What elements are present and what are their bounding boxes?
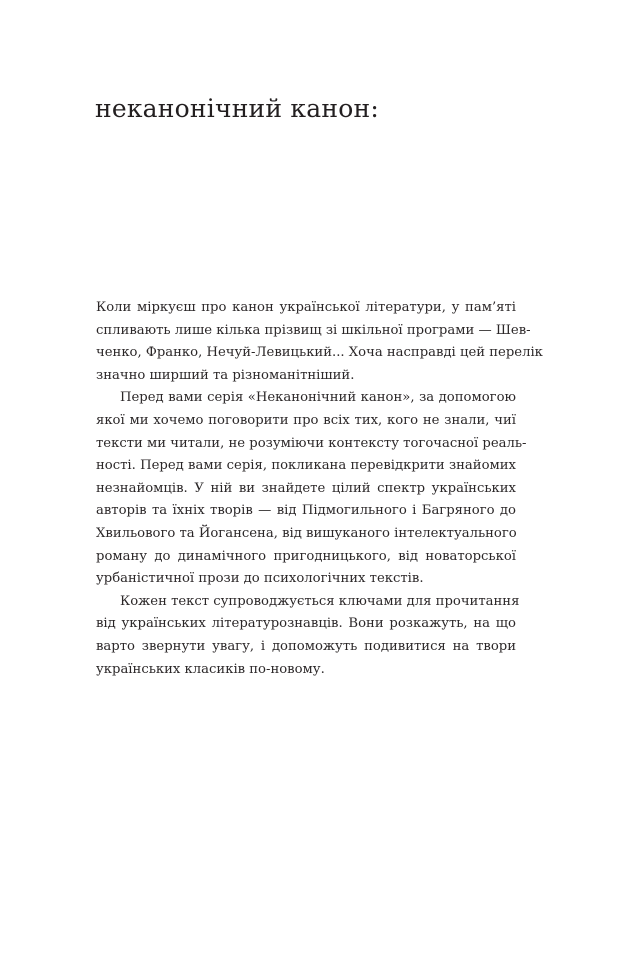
text-line: Хвильового та Йогансена, від вишуканого інтелектуального [96, 525, 517, 541]
text-line: ченко, Франко, Нечуй-Левицький... Хоча насправді цей перелік [96, 345, 543, 361]
text-line: значно ширший та різноманітніший. [96, 367, 355, 383]
text-line: ності. Перед вами серія, покликана перевідкрити знайомих [96, 458, 516, 474]
text-line: від українських літературознавців. Вони розкажуть, на що [96, 616, 516, 632]
paragraph-2 [96, 387, 527, 590]
text-line: Коли міркуєш про канон української літератури, у пам’яті [96, 300, 516, 315]
text-line: українських класиків по-новому. [96, 661, 325, 677]
body-text [96, 297, 543, 681]
text-line: Перед вами серія «Неканонічний канон», за допомогою [120, 390, 516, 406]
text-line: роману до динамічного пригодницького, від новаторської [96, 548, 516, 564]
text-line: Кожен текст супроводжується ключами для прочитання [120, 593, 520, 609]
text-line: тексти ми читали, не розуміючи контексту тогочасної реаль- [96, 435, 527, 451]
text-line: варто звернути увагу, і допоможуть подивитися на твори [96, 638, 516, 654]
text-line: урбаністичної прози до психологічних текстів. [96, 571, 424, 587]
text-line: авторів та їхніх творів — від Підмогильного і Багряного до [96, 503, 516, 519]
paragraph-1 [96, 297, 543, 387]
text-line: якої ми хочемо поговорити про всіх тих, кого не знали, чиї [96, 412, 516, 428]
page-title: неканонічний канон: [95, 94, 379, 123]
text-line: незнайомців. У ній ви знайдете цілий спектр українських [96, 480, 516, 496]
text-line: спливають лише кілька прізвищ зі шкільної програми — Шев- [96, 322, 531, 338]
paragraph-3 [96, 591, 520, 681]
